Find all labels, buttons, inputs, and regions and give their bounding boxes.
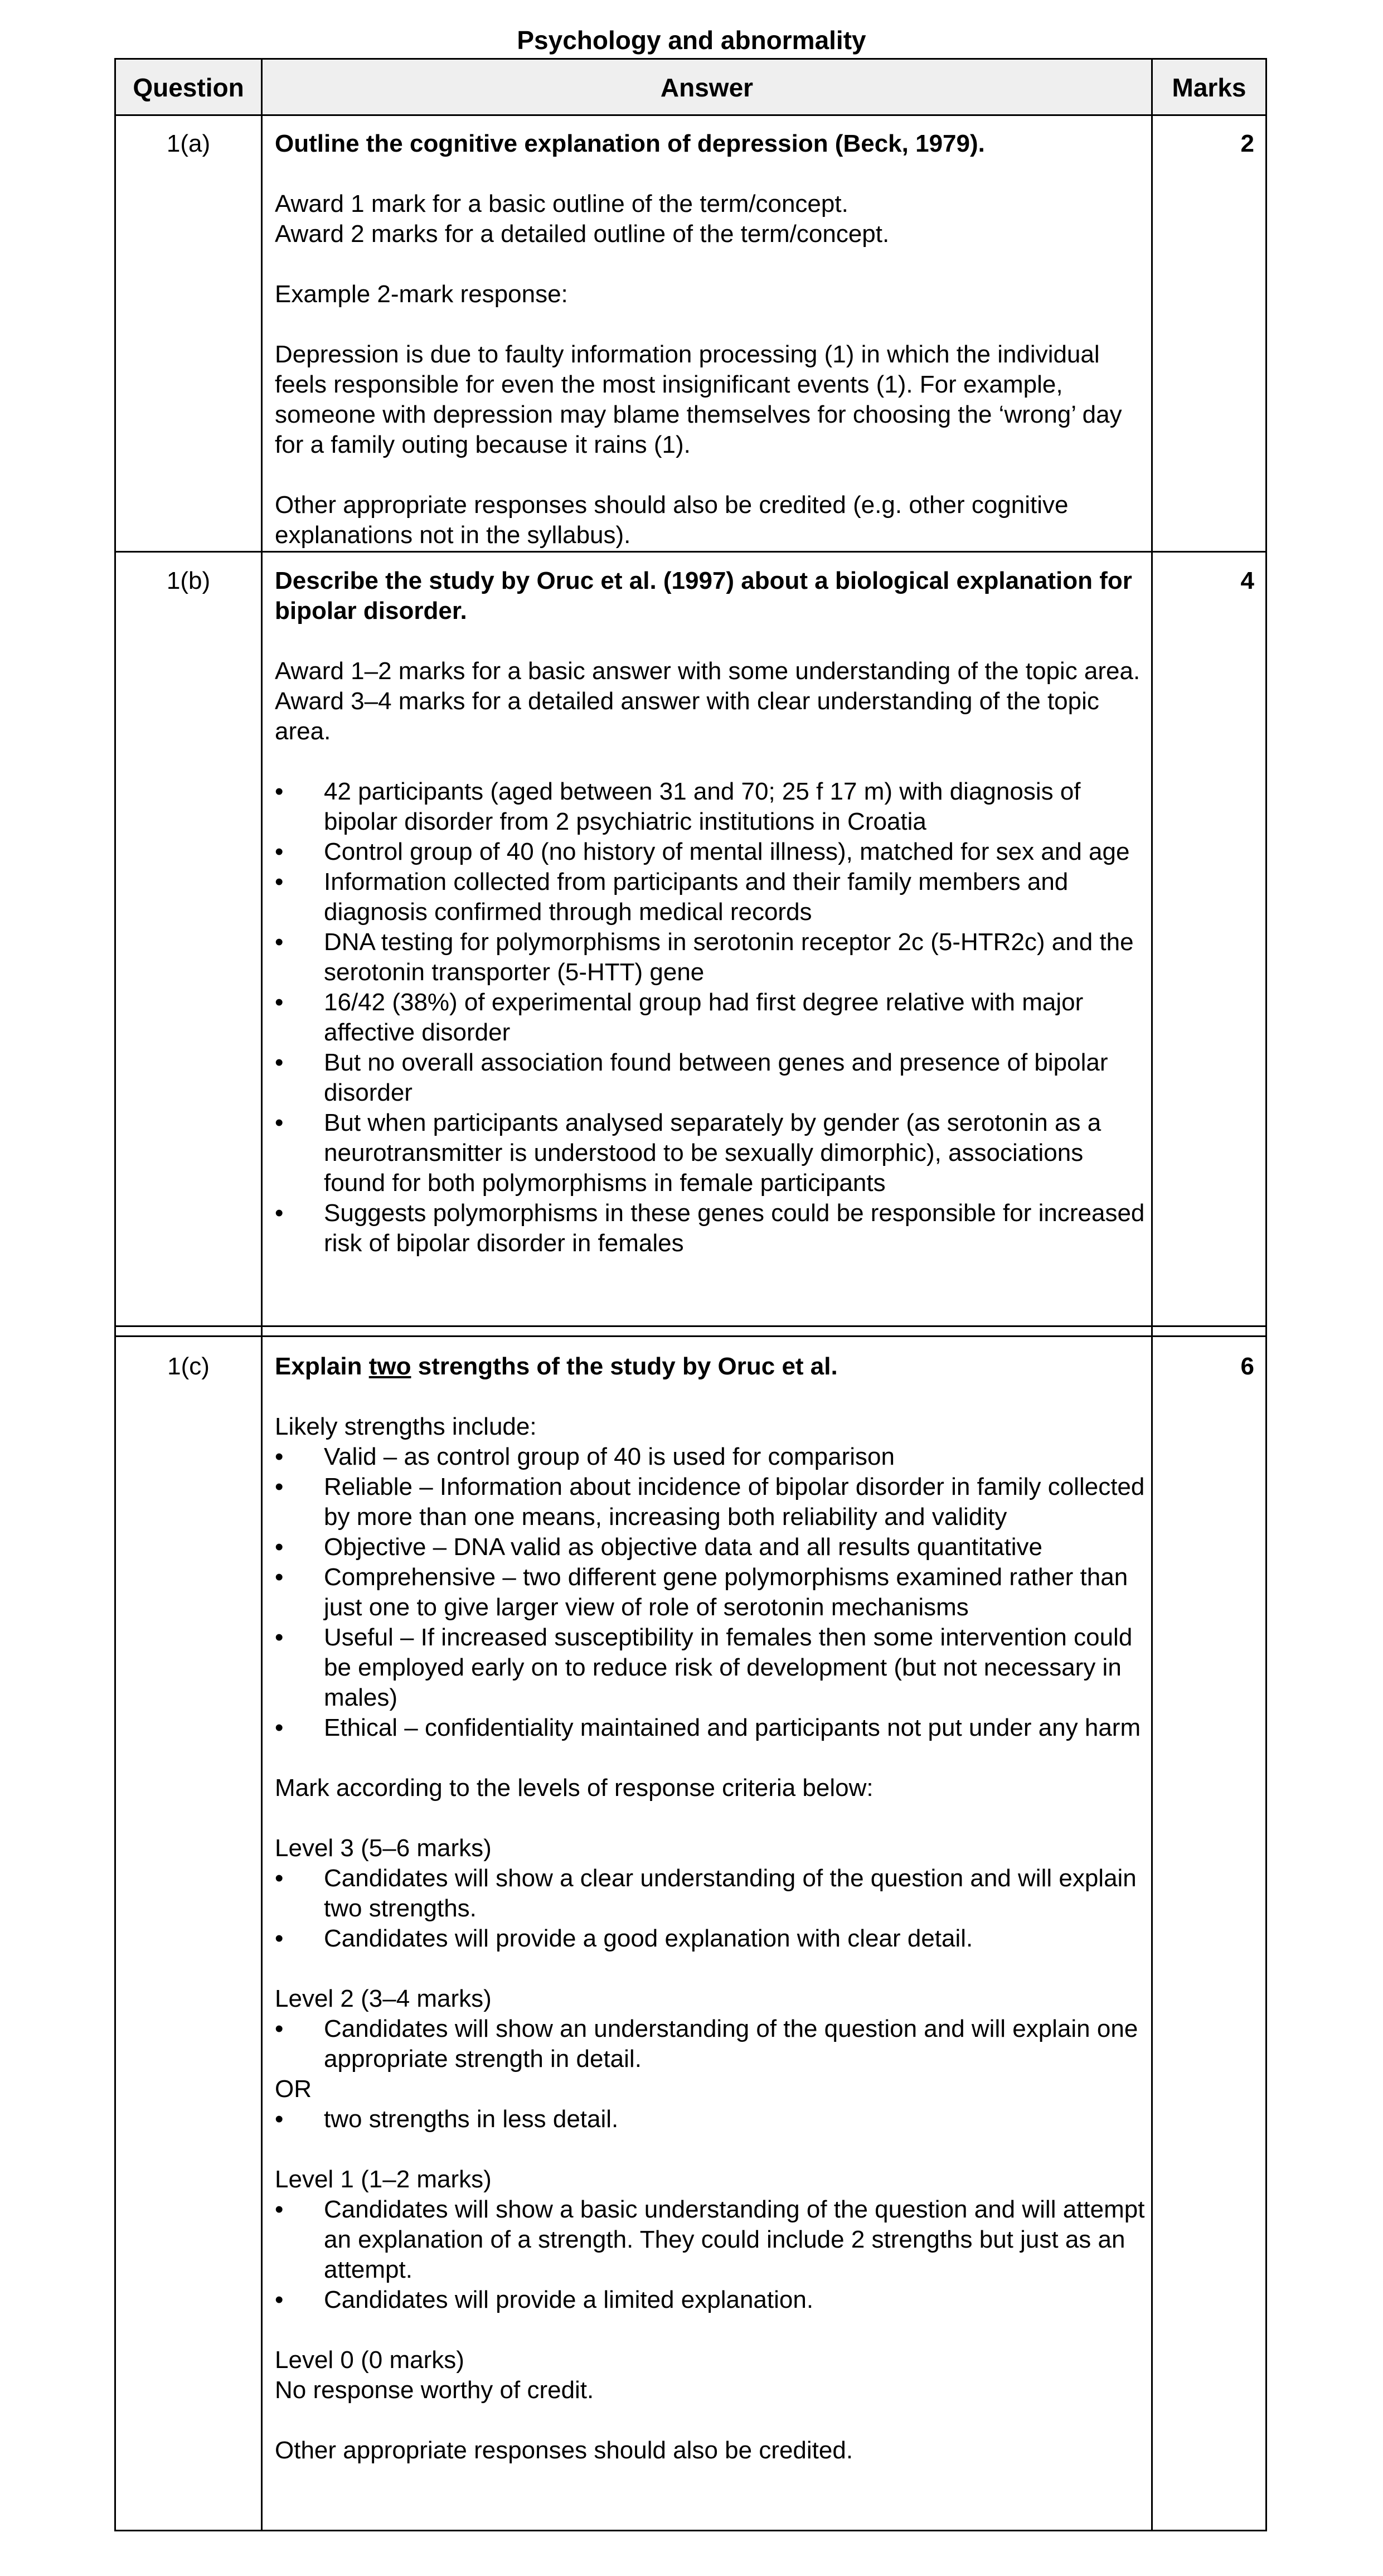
level-2-criteria <box>275 2014 1150 2074</box>
question-text-1c-end: strengths of the study by Oruc et al. <box>411 1353 838 1380</box>
level-2-label: Level 2 (3–4 marks) <box>275 1985 492 2012</box>
strengths-list <box>275 1442 1150 1743</box>
list-item: • Control group of 40 (no history of mental illness), matched for sex and age <box>275 837 1150 867</box>
list-item: • Reliable – Information about incidence of bipolar disorder in family collected by more than one means, increasing both reliability and validity <box>275 1472 1150 1532</box>
header-marks: Marks <box>1172 73 1246 102</box>
levels-intro: Mark according to the levels of response criteria below: <box>275 1774 874 1802</box>
marks-1a: 2 <box>1240 130 1254 157</box>
question-number-1c: 1(c) <box>167 1353 210 1380</box>
award-1b-1: Award 1–2 marks for a basic answer with some understanding of the topic area. <box>275 657 1141 685</box>
list-item: • Candidates will provide a good explanation with clear detail. <box>275 1924 1150 1954</box>
level-2-or: OR <box>275 2075 312 2103</box>
list-item: • two strengths in less detail. <box>275 2104 1150 2134</box>
list-item: • Suggests polymorphisms in these genes could be responsible for increased risk of bipolar disorder in females <box>275 1198 1150 1258</box>
question-text-1c <box>275 1352 1150 1382</box>
example-response-1a: Depression is due to faulty information processing (1) in which the individual feels responsible for even the most insignificant events (1). For example, someone with depression may blame themselves for choosing the ‘wrong’ day for a family outing because it rains (1). <box>275 341 1122 458</box>
award-1b-2: Award 3–4 marks for a detailed answer with clear understanding of the topic area. <box>275 687 1099 745</box>
question-number-1a: 1(a) <box>166 130 211 157</box>
answer-1b <box>275 566 1150 1258</box>
list-item: • 16/42 (38%) of experimental group had first degree relative with major affective disorder <box>275 987 1150 1048</box>
list-item: • Information collected from participants and their family members and diagnosis confirmed through medical records <box>275 867 1150 927</box>
other-responses-1c: Other appropriate responses should also be credited. <box>275 2437 853 2464</box>
level-2-alternative <box>275 2104 1150 2134</box>
question-text-1a: Outline the cognitive explanation of depression (Beck, 1979). <box>275 130 985 157</box>
question-text-1c-emphasis: two <box>368 1353 411 1380</box>
answer-1a <box>275 129 1150 550</box>
list-item: • 42 participants (aged between 31 and 70; 25 f 17 m) with diagnosis of bipolar disorder from 2 psychiatric institutions in Croatia <box>275 777 1150 837</box>
other-responses-1a: Other appropriate responses should also be credited (e.g. other cognitive explanations not in the syllabus). <box>275 491 1069 549</box>
marks-1b: 4 <box>1240 567 1254 594</box>
list-item: • DNA testing for polymorphisms in serotonin receptor 2c (5-HTR2c) and the serotonin transporter (5-HTT) gene <box>275 927 1150 987</box>
example-label-1a: Example 2-mark response: <box>275 280 568 308</box>
question-text-1b: Describe the study by Oruc et al. (1997) about a biological explanation for bipolar disorder. <box>275 567 1132 624</box>
likely-strengths-label: Likely strengths include: <box>275 1413 537 1440</box>
level-0-label: Level 0 (0 marks) <box>275 2346 464 2374</box>
level-0-text: No response worthy of credit. <box>275 2376 594 2404</box>
list-item: • Candidates will show a basic understanding of the question and will attempt an explanation of a strength. They could include 2 strengths but just as an attempt. <box>275 2195 1150 2285</box>
list-item: • But when participants analysed separately by gender (as serotonin as a neurotransmitter is understood to be sexually dimorphic), associations found for both polymorphisms in female participants <box>275 1108 1150 1198</box>
header-question: Question <box>133 73 244 102</box>
question-number-1b: 1(b) <box>166 567 211 594</box>
marks-1c: 6 <box>1240 1353 1254 1380</box>
list-item: • Candidates will show an understanding of the question and will explain one appropriate strength in detail. <box>275 2014 1150 2074</box>
list-item: • Ethical – confidentiality maintained and participants not put under any harm <box>275 1713 1150 1743</box>
list-item: • Valid – as control group of 40 is used for comparison <box>275 1442 1150 1472</box>
award-1a-1: Award 1 mark for a basic outline of the term/concept. <box>275 190 848 217</box>
award-criteria-1a <box>275 189 1150 249</box>
list-item: • Candidates will show a clear understanding of the question and will explain two strengths. <box>275 1863 1150 1924</box>
level-3-criteria <box>275 1863 1150 1954</box>
question-text-1c-start: Explain <box>275 1353 369 1380</box>
list-item: • Comprehensive – two different gene polymorphisms examined rather than just one to give larger view of role of serotonin mechanisms <box>275 1562 1150 1623</box>
level-1-label: Level 1 (1–2 marks) <box>275 2166 492 2193</box>
level-1-criteria <box>275 2195 1150 2315</box>
level-3-label: Level 3 (5–6 marks) <box>275 1834 492 1862</box>
award-criteria-1b <box>275 656 1150 747</box>
list-item: • Candidates will provide a limited explanation. <box>275 2285 1150 2315</box>
answer-1c <box>275 1352 1150 2466</box>
list-item: • But no overall association found between genes and presence of bipolar disorder <box>275 1048 1150 1108</box>
page-header: Psychology and abnormality <box>517 26 866 55</box>
list-item: • Objective – DNA valid as objective data and all results quantitative <box>275 1532 1150 1562</box>
header-answer: Answer <box>660 73 754 102</box>
award-1a-2: Award 2 marks for a detailed outline of the term/concept. <box>275 220 890 248</box>
list-item: • Useful – If increased susceptibility in females then some intervention could be employed early on to reduce risk of development (but not necessary in males) <box>275 1623 1150 1713</box>
level-0 <box>275 2345 1150 2405</box>
study-details-list <box>275 777 1150 1258</box>
